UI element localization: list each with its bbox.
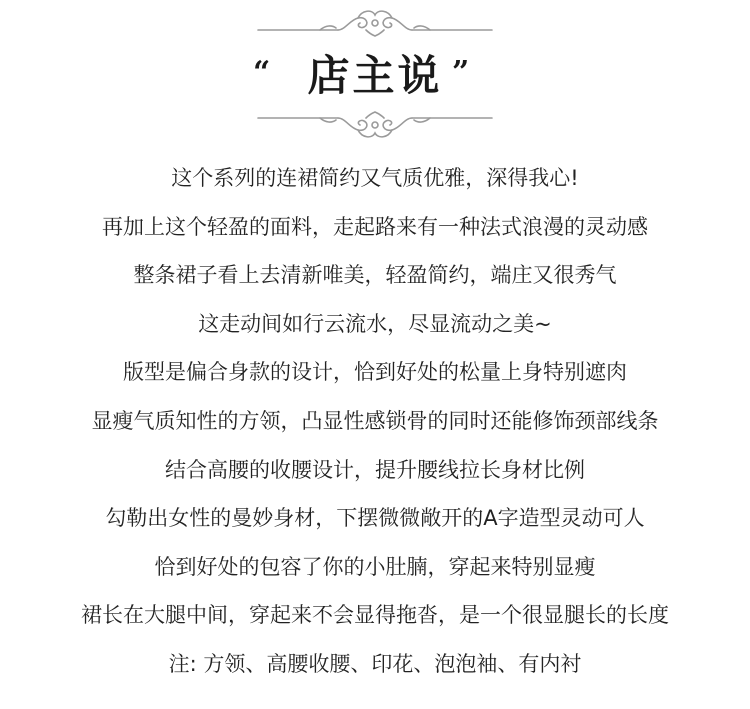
note-line: 注: 方领、高腰收腰、印花、泡泡袖、有内衬 [168, 651, 582, 676]
description-line: 勾勒出女性的曼妙身材，下摆微微敞开的A字造型灵动可人 [105, 506, 645, 531]
description-line: 整条裙子看上去清新唯美，轻盈简约，端庄又很秀气 [133, 263, 617, 288]
description-line: 再加上这个轻盈的面料，走起路来有一种法式浪漫的灵动感 [102, 214, 648, 239]
description-line: 显瘦气质知性的方领，凸显性感锁骨的同时还能修饰颈部线条 [91, 408, 659, 433]
description-line: 恰到好处的包容了你的小肚腩，穿起来特别显瘦 [154, 554, 596, 579]
description-line: 这走动间如行云流水，尽显流动之美~ [198, 311, 552, 336]
title-row [0, 44, 750, 108]
description-line: 版型是偏合身款的设计，恰到好处的松量上身特别遮肉 [123, 360, 627, 385]
page-title: 店主说 [307, 51, 443, 100]
open-quote-mark: “ [253, 55, 271, 90]
close-quote-mark: ” [452, 55, 470, 90]
description-line: 结合高腰的收腰设计，提升腰线拉长身材比例 [165, 457, 585, 482]
bottom-flourish-icon [0, 108, 750, 144]
top-flourish-icon [0, 6, 750, 40]
description-line: 裙长在大腿中间，穿起来不会显得拖沓，是一个很显腿长的长度 [81, 603, 669, 628]
description-line: 这个系列的连裙简约又气质优雅，深得我心! [171, 166, 579, 190]
description-lines [0, 160, 750, 695]
